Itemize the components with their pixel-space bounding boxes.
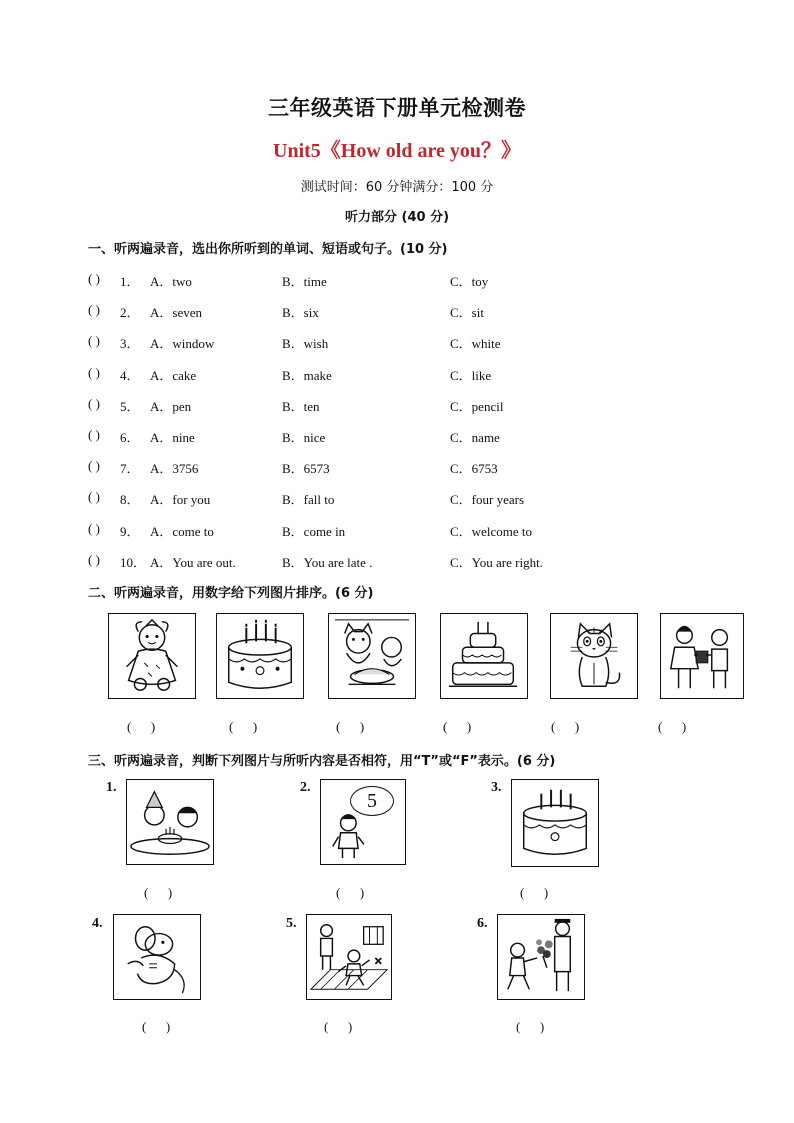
option-c[interactable]: C．white: [450, 336, 501, 352]
tiered-cake-icon: [440, 613, 528, 699]
item-number-5: 5.: [286, 916, 297, 931]
birthday-party-icon: [126, 779, 214, 865]
question-number: 1．: [120, 274, 140, 289]
option-c[interactable]: C．pencil: [450, 398, 504, 414]
doll-icon: [108, 613, 196, 699]
option-a[interactable]: A．for you: [150, 492, 211, 508]
option-a[interactable]: A．3756: [150, 461, 199, 477]
question-number: 7．: [120, 461, 140, 477]
tf-blank-2[interactable]: ( ): [336, 885, 365, 900]
question-number: 6．: [120, 430, 140, 445]
tf-blank-5[interactable]: ( ): [324, 1019, 353, 1034]
page-title: 三年级英语下册单元检测卷: [268, 96, 526, 120]
item-number-6: 6.: [477, 916, 488, 931]
question-row: [88, 489, 728, 509]
answer-blank[interactable]: ( ): [88, 489, 100, 505]
question-row: [88, 365, 728, 385]
option-c[interactable]: C．like: [450, 367, 492, 383]
giving-flowers-icon: [497, 914, 585, 1000]
question-row: [88, 396, 728, 416]
tf-blank-1[interactable]: ( ): [144, 885, 173, 900]
option-b[interactable]: B．six: [282, 305, 319, 321]
answer-blank[interactable]: ( ): [88, 333, 100, 349]
item-number-1: 1.: [106, 780, 117, 795]
question-row: [88, 333, 728, 353]
question-row: [88, 271, 728, 291]
tf-blank-3[interactable]: ( ): [520, 885, 549, 900]
question-number: 3．: [120, 336, 140, 352]
option-b[interactable]: B．nice: [282, 430, 326, 445]
option-b[interactable]: B．ten: [282, 398, 320, 414]
option-b[interactable]: B．fall to: [282, 492, 335, 508]
option-b[interactable]: B．make: [282, 367, 332, 383]
order-blank-1[interactable]: ( ): [127, 719, 156, 734]
answer-blank[interactable]: ( ): [88, 364, 100, 380]
answer-blank[interactable]: ( ): [88, 427, 100, 442]
listening-heading: 听力部分 (40 分): [344, 210, 450, 225]
tf-blank-6[interactable]: ( ): [516, 1019, 545, 1034]
question-row: [88, 521, 728, 541]
cat-at-table-icon: [328, 613, 416, 699]
question-row: [88, 552, 728, 572]
tf-blank-4[interactable]: ( ): [142, 1019, 171, 1034]
option-a[interactable]: A．two: [150, 274, 192, 289]
option-a[interactable]: A．come to: [150, 523, 214, 539]
section3-heading: 三、听两遍录音，判断下列图片与所听内容是否相符，用“T”或“F”表示。(6 分): [88, 754, 556, 769]
gift-exchange-icon: [660, 613, 744, 699]
option-c[interactable]: C．toy: [450, 274, 489, 289]
order-blank-3[interactable]: ( ): [336, 719, 365, 734]
question-number: 2．: [120, 305, 140, 321]
question-row: [88, 427, 728, 447]
unit-subtitle: Unit5《How old are you？》: [273, 140, 521, 162]
option-b[interactable]: B．6573: [282, 461, 330, 477]
answer-blank[interactable]: ( ): [88, 551, 100, 567]
option-b[interactable]: B．time: [282, 274, 327, 289]
mouse-icon: [113, 914, 201, 1000]
option-c[interactable]: C．name: [450, 430, 500, 445]
question-row: [88, 458, 728, 478]
option-b[interactable]: B．come in: [282, 523, 346, 539]
item-number-2: 2.: [300, 780, 311, 795]
question-number: 9．: [120, 523, 140, 539]
candle-cake-icon: [511, 779, 599, 867]
option-a[interactable]: A．You are out.: [150, 554, 236, 570]
question-row: [88, 302, 728, 322]
item-number-4: 4.: [92, 916, 103, 931]
running-late-icon: [306, 914, 392, 1000]
birthday-cake-icon: [216, 613, 304, 699]
order-blank-6[interactable]: ( ): [658, 719, 687, 734]
option-c[interactable]: C．welcome to: [450, 523, 532, 539]
answer-blank[interactable]: ( ): [88, 395, 100, 411]
question-number: 5．: [120, 398, 140, 414]
answer-blank[interactable]: ( ): [88, 520, 100, 536]
option-c[interactable]: C．You are right.: [450, 554, 543, 570]
item-number-3: 3.: [491, 780, 502, 795]
section2-heading: 二、听两遍录音，用数字给下列图片排序。(6 分): [88, 586, 374, 601]
thought-bubble: 5: [350, 786, 394, 816]
order-blank-2[interactable]: ( ): [229, 719, 258, 734]
answer-blank[interactable]: ( ): [88, 458, 100, 474]
answer-blank[interactable]: ( ): [88, 302, 100, 318]
test-meta: 测试时间：60 分钟满分：100 分: [300, 180, 494, 195]
option-b[interactable]: B．You are late .: [282, 554, 373, 570]
question-number: 8．: [120, 492, 140, 508]
cat-icon: [550, 613, 638, 699]
option-a[interactable]: A．nine: [150, 430, 195, 445]
option-a[interactable]: A．cake: [150, 367, 197, 383]
option-b[interactable]: B．wish: [282, 336, 329, 352]
option-c[interactable]: C．6753: [450, 461, 498, 477]
option-a[interactable]: A．seven: [150, 305, 202, 321]
order-blank-5[interactable]: ( ): [551, 719, 580, 734]
option-c[interactable]: C．four years: [450, 492, 525, 508]
section1-heading: 一、听两遍录音，选出你所听到的单词、短语或句子。(10 分): [88, 242, 448, 257]
question-number: 10．: [120, 554, 147, 570]
order-blank-4[interactable]: ( ): [443, 719, 472, 734]
option-a[interactable]: A．pen: [150, 398, 192, 414]
option-a[interactable]: A．window: [150, 336, 215, 352]
question-number: 4．: [120, 367, 140, 383]
option-c[interactable]: C．sit: [450, 305, 484, 321]
answer-blank[interactable]: ( ): [88, 271, 100, 286]
